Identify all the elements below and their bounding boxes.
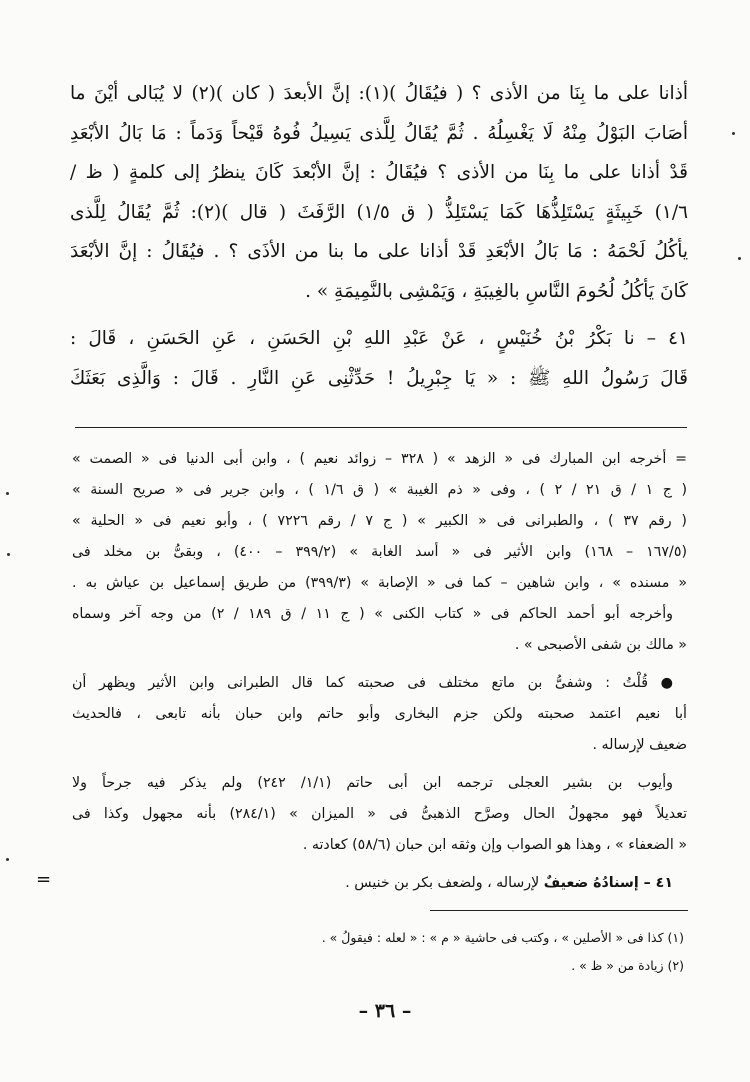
note-line: أبا نعيم اعتمد صحبته ولكن جزم البخارى وأبو حاتم وابن حبان بأنه تابعى ، فالحديث	[72, 706, 687, 722]
verdict-lead: ٤١ – إسنادُهُ ضعيفٌ	[543, 875, 673, 891]
note-line: (١٦٧/٥ – ١٦٨) وابن الأثير فى « أسد الغابة » (٣٩٩/٢ – ٤٠٠) ، وبقىُّ بن مخلد فى	[72, 544, 687, 560]
note-line: ( ج ١ / ق ٢١ / ٢ ) ، وفى « ذم الغيبة » ( ق ١/٦ ) ، وابن جرير فى « صريح السنة »	[72, 482, 687, 498]
scan-speck	[7, 553, 10, 556]
note-line: وأيوب بن بشير العجلى ترجمه ابن أبى حاتم (١/١/ ٢٤٢) ولم يذكر فيه جرحاً ولا	[72, 775, 673, 791]
hadith-41-line: ٤١ – نا بَكْرُ بْنُ خُنَيْسٍ ، عَنْ عَبْدِ اللهِ بْنِ الحَسَنِ ، عَنِ الحَسَنِ ، قَالَ :	[70, 328, 688, 349]
scan-speck	[732, 132, 735, 135]
text-line: أذانا على ما بِنَا من الأذى ؟ ( فيُقَالُ )(١): إنَّ الأبعدَ ( كان )(٢) لا يُبَالى أيْنَ ما	[70, 83, 688, 104]
scan-speck	[6, 492, 9, 495]
page-number: – ٣٦ –	[358, 1000, 412, 1022]
note-line: تعديلاً فهو مجهولُ الحال وصرَّح الذهبىُّ فى « الميزان » (٢٨٤/١) بأنه مجهول وكذا فى	[72, 806, 687, 822]
verdict-rest: لإرساله ، ولضعف بكر بن خنيس .	[345, 875, 544, 891]
footnotes	[72, 924, 684, 980]
verdict-line	[72, 868, 687, 899]
note-line: ● قُلْتُ : وشفىُّ بن ماتع مختلف فى صحبته كما قال الطبرانى وابن الأثير ويظهر أن	[72, 675, 673, 691]
note-line: = أخرجه ابن المبارك فى « الزهد » ( ٣٢٨ – زوائد نعيم ) ، وابن أبى الدنيا فى « الصمت »	[72, 451, 687, 467]
text-line: أصَابَ البَوْلُ مِنْهُ لَا يَغْسِلُهُ . ثُمَّ يُقَالُ لِلَّذى يَسِيلُ فُوهُ قَيْحاً وَدَماً : مَا بَالُ الأبْعَدِ	[70, 122, 688, 144]
footnote: (١) كذا فى « الأصلين » ، وكتب فى حاشية « م » : « لعله : فيقولُ » .	[321, 930, 684, 945]
scan-speck	[6, 858, 9, 861]
scan-speck	[738, 257, 741, 260]
note-line: ( رقم ٣٧ ) ، والطبرانى فى « الكبير » ( ج ٧ / رقم ٧٢٢٦ ) ، وأبو نعيم فى « الحلية »	[72, 513, 687, 529]
text-line: ١/٦) خَبِيثَةٍ يَسْتَلِذُّهَا كَمَا يَسْتَلِذُّ ( ق ١/٥) الرَّفَثَ ( قال )(٢): ثُمَّ يُقَالُ لِلَّذى	[70, 201, 688, 223]
note-line: « مسنده » ، وابن شاهين – كما فى « الإصابة » (٣٩٩/٣) من طريق إسماعيل بن عياش به .	[72, 575, 687, 591]
note-line: « مالك بن شفى الأصبحى » .	[514, 637, 687, 653]
note-line: وأخرجه أبو أحمد الحاكم فى « كتاب الكنى » ( ج ١١ / ق ١٨٩ / ٢) من وجه آخر وسماه	[72, 606, 673, 622]
takhrij-notes	[72, 444, 687, 899]
text-line: قَدْ أذانا على ما بِنَا من الأذى ؟ فيُقَالُ : إنَّ الأبْعدَ كَانَ ينظرُ إلى كلمةٍ ( ظ /	[70, 162, 688, 183]
text-line: يأكُلُ لَحْمَهُ : مَا بَالُ الأبْعَدِ قَدْ أذانا على ما بنا من الأذَى ؟ . فيُقَالُ : إنَّ الأبْعَدَ	[70, 241, 688, 262]
footnote-divider	[430, 910, 688, 911]
hadith-text-block	[70, 74, 688, 398]
text-line: كَانَ يَأكُلُ لُحُومَ النَّاسِ بالغِيبَةِ ، وَيَمْشِى بالنَّمِيمَةِ » .	[305, 280, 688, 302]
footnote: (٢) زيادة من « ظ » .	[571, 958, 684, 973]
note-line: « الضعفاء » ، وهذا هو الصواب وإن وثقه ابن حبان (٥٨/٦) كعادته .	[302, 837, 687, 853]
hadith-41-line: قَالَ رَسُولُ اللهِ ﷺ : « يَا جِبْرِيلُ ! حَدِّثْنِى عَنِ النَّارِ . قَالَ : وَالَّذِى بَعَثَكَ	[70, 367, 688, 389]
note-line: ضعيف لإرساله .	[592, 737, 687, 753]
continuation-mark: =	[36, 869, 52, 890]
section-divider	[75, 427, 687, 428]
